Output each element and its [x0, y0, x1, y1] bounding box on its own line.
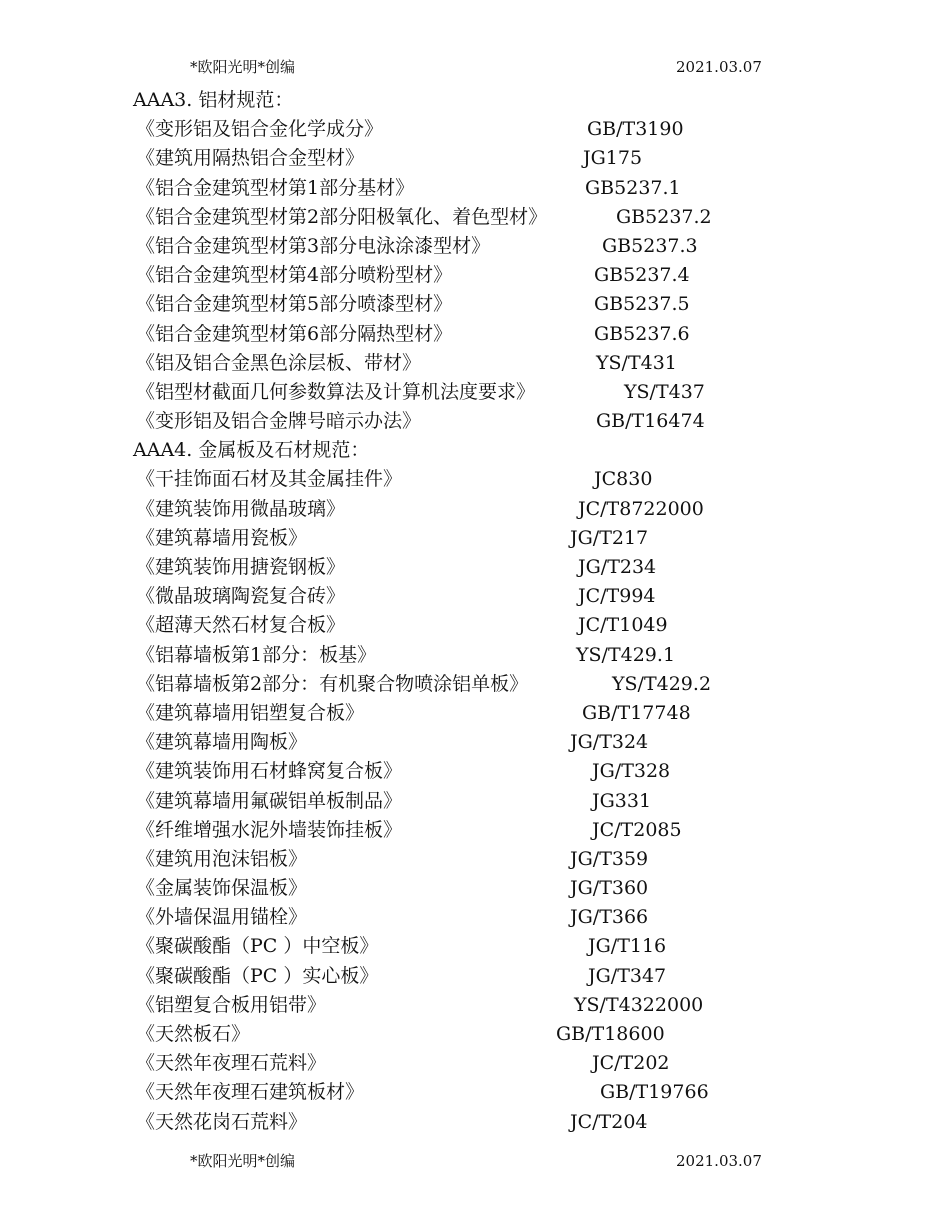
standard-code: JC/T8722000: [578, 497, 704, 520]
standard-entry: [0, 1108, 950, 1137]
standard-code: JG/T347: [588, 964, 667, 987]
section-heading-text: AAA4. 金属板及石材规范：: [133, 439, 370, 462]
standard-entry: [0, 670, 950, 699]
standard-code: JC/T2085: [592, 818, 682, 841]
standard-entry: [0, 874, 950, 903]
standard-title: 《建筑用隔热铝合金型材》: [136, 147, 365, 170]
standard-title: 《铝塑复合板用铝带》: [136, 993, 327, 1016]
standard-title: 《干挂饰面石材及其金属挂件》: [136, 468, 403, 491]
standard-code: GB5237.2: [616, 205, 712, 228]
standard-code: JG/T360: [570, 877, 649, 900]
standard-entry: [0, 465, 950, 494]
standard-title: 《建筑幕墙用铝塑复合板》: [136, 701, 365, 724]
standard-entry: [0, 1078, 950, 1107]
standards-list: [0, 86, 950, 1137]
header-date: 2021.03.07: [676, 58, 762, 76]
standard-title: 《铝合金建筑型材第4部分喷粉型材》: [136, 264, 453, 287]
standard-title: 《天然年夜理石建筑板材》: [136, 1081, 365, 1104]
standard-code: YS/T437: [624, 380, 705, 403]
standard-title: 《建筑装饰用石材蜂窝复合板》: [136, 760, 403, 783]
standard-title: 《建筑幕墙用陶板》: [136, 731, 308, 754]
standard-code: JC/T1049: [578, 614, 668, 637]
standard-title: 《金属装饰保温板》: [136, 877, 308, 900]
standard-entry: [0, 845, 950, 874]
standard-title: 《变形铝及铝合金牌号暗示办法》: [136, 410, 422, 433]
standard-title: 《超薄天然石材复合板》: [136, 614, 346, 637]
standard-entry: [0, 787, 950, 816]
standard-code: JG175: [583, 147, 643, 170]
standard-title: 《建筑装饰用搪瓷钢板》: [136, 556, 346, 578]
standard-title: 《铝幕墙板第1部分：板基》: [136, 643, 377, 666]
standard-title: 《建筑用泡沫铝板》: [136, 847, 308, 870]
standard-code: GB/T17748: [582, 701, 691, 724]
standard-title: 《天然年夜理石荒料》: [136, 1052, 327, 1075]
standard-entry: [0, 757, 950, 786]
standard-title: 《建筑幕墙用瓷板》: [136, 526, 308, 549]
standard-entry: [0, 903, 950, 932]
standard-code: YS/T431: [596, 351, 677, 374]
standard-title: 《铝合金建筑型材第2部分阳极氧化、着色型材》: [136, 205, 548, 228]
standard-code: JC830: [594, 468, 653, 491]
standard-title: 《铝幕墙板第2部分：有机聚合物喷涂铝单板》: [136, 672, 529, 695]
standard-title: 《铝合金建筑型材第3部分电泳涂漆型材》: [136, 234, 491, 257]
standard-title: 《变形铝及铝合金化学成分》: [136, 118, 384, 141]
header-author: *欧阳光明*创编: [190, 58, 296, 76]
standard-title: 《铝合金建筑型材第1部分基材》: [136, 176, 415, 199]
standard-code: JG331: [592, 789, 652, 812]
footer-date: 2021.03.07: [676, 1152, 762, 1170]
standard-title: 《天然花岗石荒料》: [136, 1110, 308, 1133]
standard-entry: [0, 378, 950, 407]
standard-code: GB5237.3: [602, 234, 698, 257]
standard-entry: [0, 349, 950, 378]
standard-title: 《建筑幕墙用氟碳铝单板制品》: [136, 789, 403, 812]
standard-code: GB/T16474: [596, 410, 705, 433]
standard-title: 《纤维增强水泥外墙装饰挂板》: [136, 818, 403, 841]
standard-entry: [0, 932, 950, 961]
standard-code: JC/T994: [578, 585, 656, 608]
section-heading-text: AAA3. 铝材规范：: [133, 89, 294, 111]
standard-entry: [0, 261, 950, 290]
standard-title: 《铝合金建筑型材第5部分喷漆型材》: [136, 293, 453, 316]
standard-entry: [0, 991, 950, 1020]
standard-code: GB/T3190: [587, 118, 684, 141]
standard-title: 《聚碳酸酯（PC ）实心板》: [136, 964, 379, 987]
standard-code: GB5237.4: [594, 264, 690, 287]
section-heading: [0, 86, 950, 115]
standard-code: JG/T328: [592, 760, 671, 783]
standard-code: GB5237.6: [594, 322, 690, 345]
standard-code: YS/T429.2: [612, 672, 712, 695]
footer-author: *欧阳光明*创编: [190, 1152, 296, 1170]
standard-title: 《天然板石》: [136, 1023, 251, 1045]
standard-entry: [0, 115, 950, 144]
standard-entry: [0, 495, 950, 524]
standard-entry: [0, 699, 950, 728]
standard-title: 《微晶玻璃陶瓷复合砖》: [136, 585, 346, 608]
standard-entry: [0, 320, 950, 349]
standard-title: 《铝型材截面几何参数算法及计算机法度要求》: [136, 380, 536, 403]
standard-entry: [0, 553, 950, 582]
standard-entry: [0, 816, 950, 845]
standard-code: GB5237.5: [594, 293, 690, 316]
standard-title: 《建筑装饰用微晶玻璃》: [136, 497, 346, 520]
standard-code: JG/T234: [578, 556, 657, 578]
standard-code: GB5237.1: [585, 176, 681, 199]
standard-code: JG/T116: [588, 935, 667, 958]
standard-code: YS/T4322000: [574, 993, 704, 1016]
standard-entry: [0, 1049, 950, 1078]
standard-entry: [0, 611, 950, 640]
standard-code: GB/T19766: [600, 1081, 709, 1104]
standard-entry: [0, 290, 950, 319]
standard-entry: [0, 962, 950, 991]
standard-entry: [0, 641, 950, 670]
standard-code: JC/T202: [592, 1052, 670, 1075]
standard-title: 《铝及铝合金黑色涂层板、带材》: [136, 351, 422, 374]
standard-code: JC/T204: [570, 1110, 648, 1133]
standard-code: JG/T217: [570, 526, 649, 549]
standard-entry: [0, 407, 950, 436]
standard-entry: [0, 174, 950, 203]
standard-title: 《铝合金建筑型材第6部分隔热型材》: [136, 322, 453, 345]
standard-title: 《外墙保温用锚栓》: [136, 906, 308, 929]
standard-title: 《聚碳酸酯（PC ）中空板》: [136, 935, 379, 958]
standard-code: JG/T359: [570, 847, 649, 870]
standard-entry: [0, 1020, 950, 1049]
standard-entry: [0, 144, 950, 173]
standard-code: YS/T429.1: [576, 643, 676, 666]
standard-entry: [0, 582, 950, 611]
standard-code: GB/T18600: [556, 1023, 665, 1045]
standard-entry: [0, 203, 950, 232]
standard-code: JG/T324: [570, 731, 649, 754]
standard-code: JG/T366: [570, 906, 649, 929]
standard-entry: [0, 728, 950, 757]
standard-entry: [0, 524, 950, 553]
standard-entry: [0, 232, 950, 261]
section-heading: [0, 436, 950, 465]
